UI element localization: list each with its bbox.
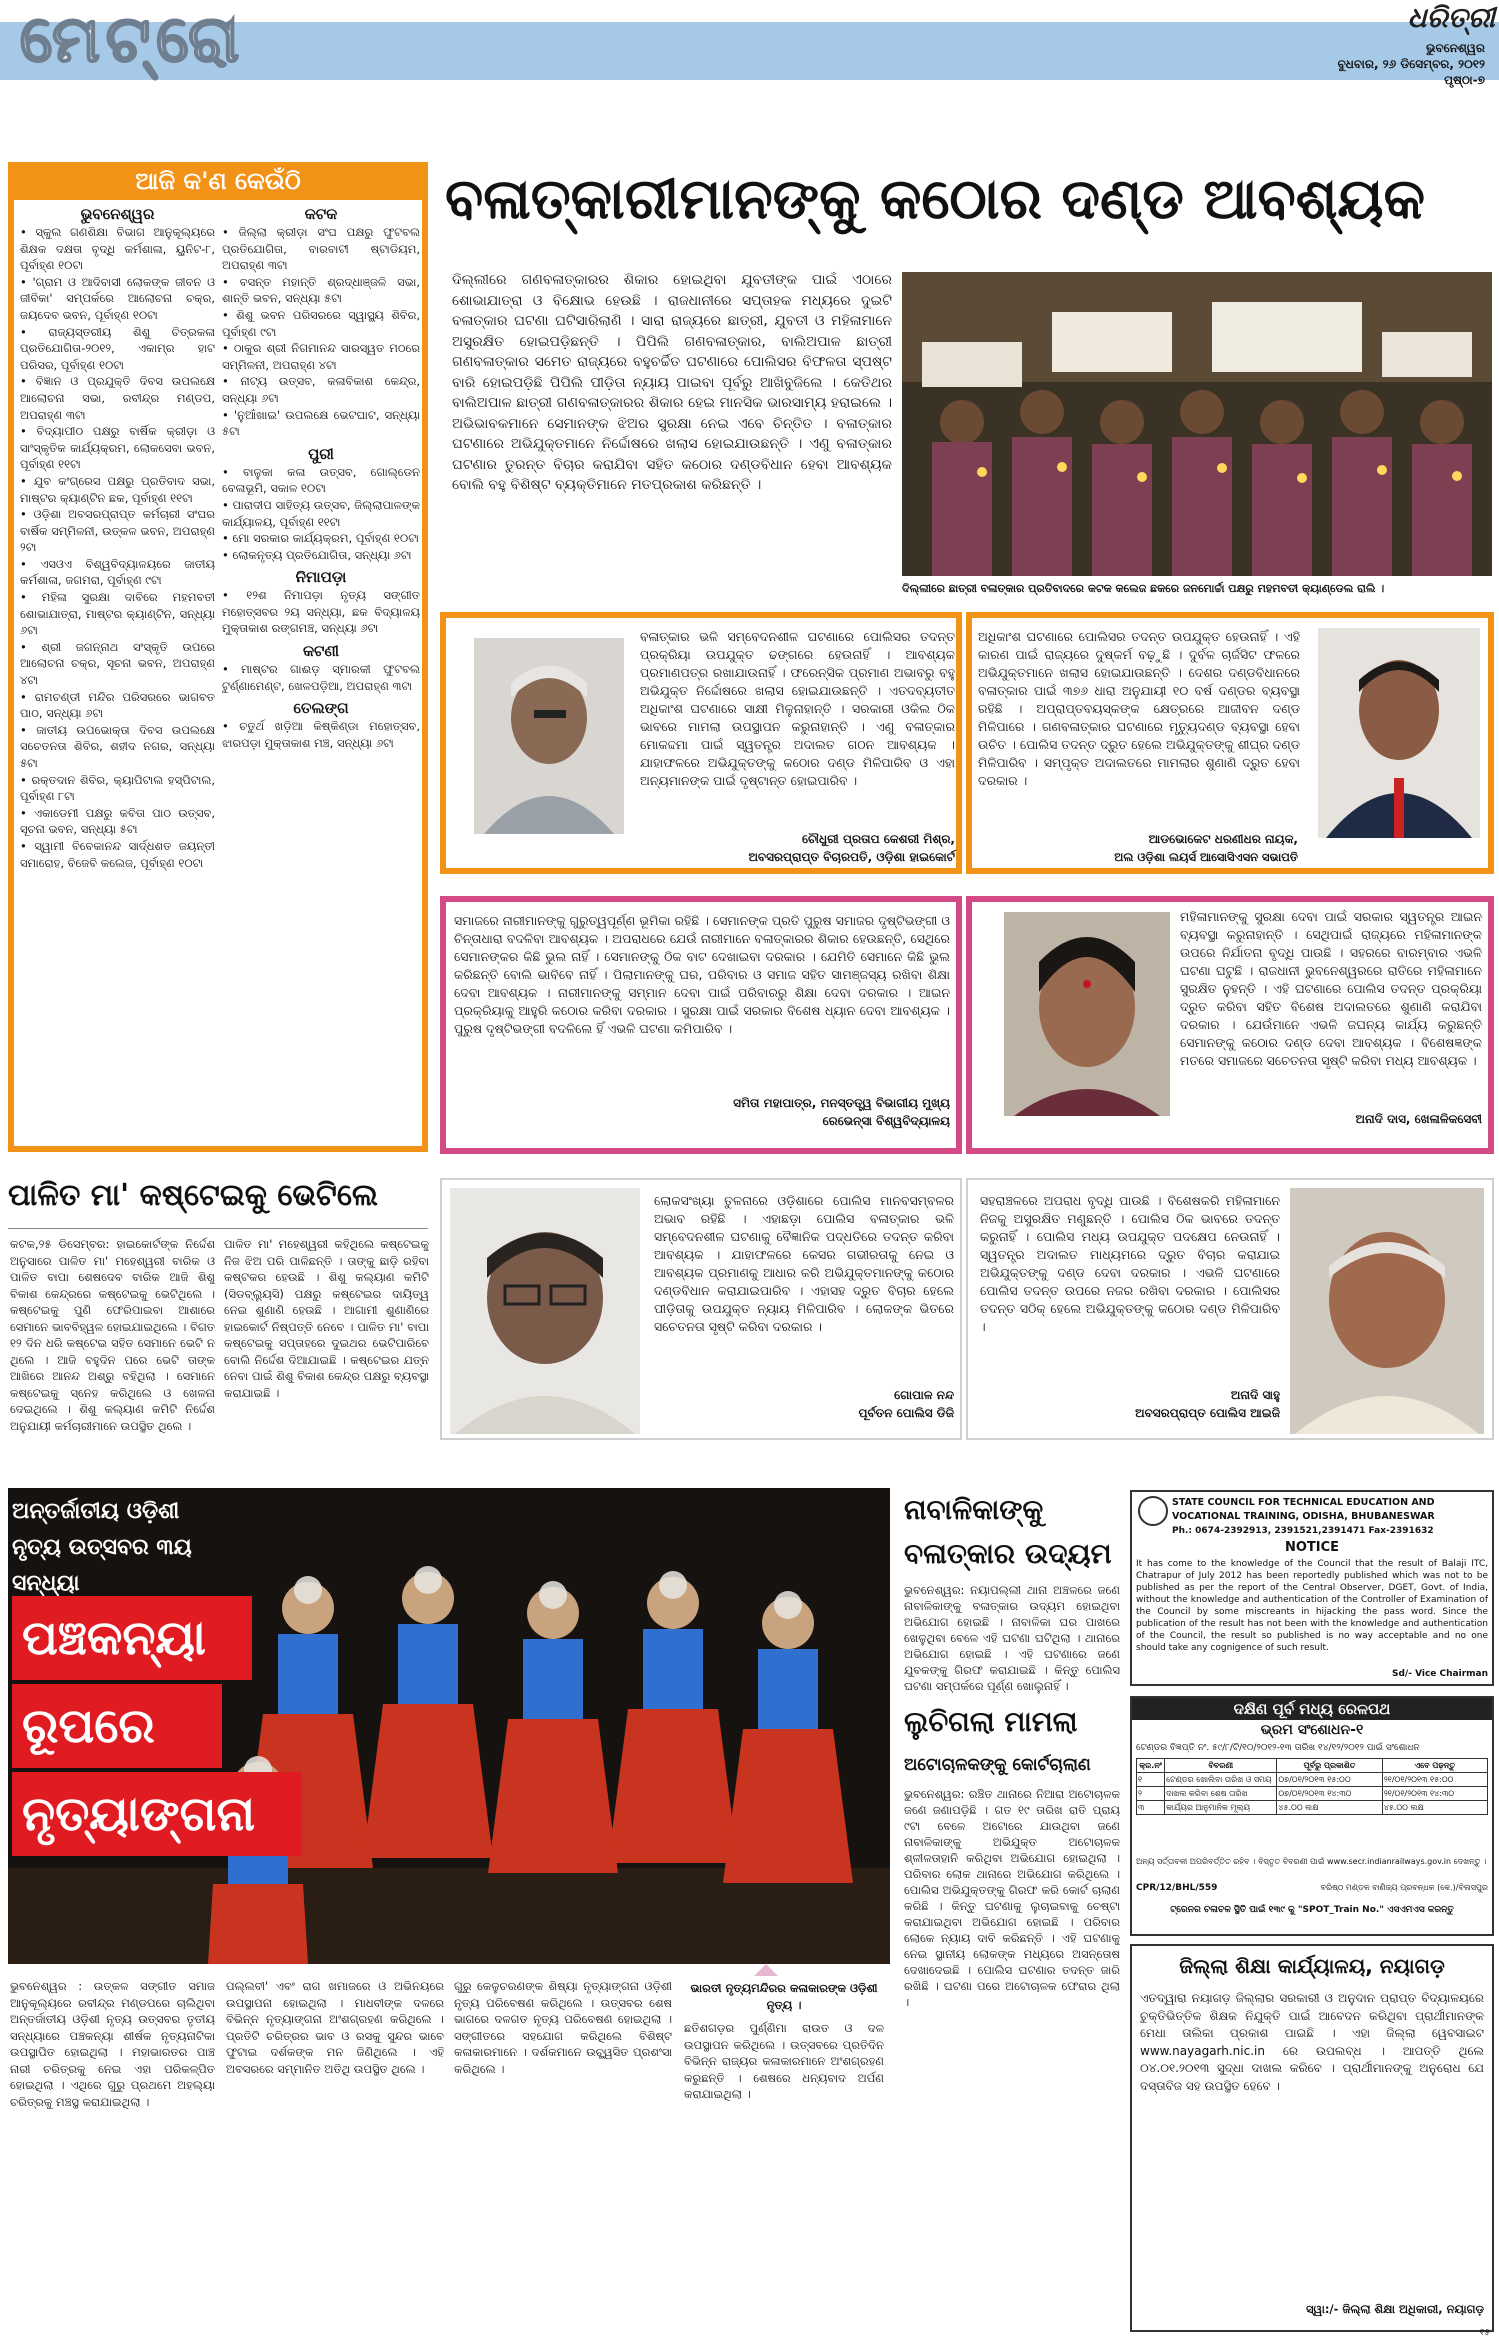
- sctevt-title: NOTICE: [1284, 1540, 1340, 1555]
- railway-sms: ଟ୍ରେନର ଚଳାଚଳ ସ୍ଥିତି ପାଇଁ ୧୩୯ କୁ "SPOT_Train No." ଏସଏମଏସ କରନ୍ତୁ: [1170, 1905, 1454, 1915]
- sctevt-org-1: STATE COUNCIL FOR TECHNICAL EDUCATION AND: [1172, 1497, 1435, 1508]
- event-item: • ନାଟ୍ୟ ଉତ୍ସବ, କଳାବିକାଶ କେନ୍ଦ୍ର, ସନ୍ଧ୍ୟା ୬ଟା: [222, 374, 420, 405]
- table-cell: ଦାଖଲ କରିବା ଶେଷ ତାରିଖ: [1165, 1787, 1277, 1801]
- dance-kicker: ଅନ୍ତର୍ଜାତୀୟ ଓଡ଼ିଶୀ ନୃତ୍ୟ ଉତ୍ସବର ୩ୟ ସନ୍ଧ୍ୟା: [12, 1499, 192, 1596]
- events-puri-list: [222, 464, 420, 564]
- event-item: • ପାରାଦୀପ ସାହିତ୍ୟ ଉତ୍ସବ, ଜିଲ୍ଲାପାଳଙ୍କ କାର୍ଯ୍ୟାଳୟ, ପୂର୍ବାହ୍ଣ ୧୧ଟା: [222, 497, 420, 529]
- masthead-page: ପୃଷ୍ଠା-୭: [1444, 73, 1485, 87]
- opinion-photo-6: [1290, 1188, 1484, 1434]
- opinion-photo-1: [474, 638, 624, 834]
- opinion-name-4: ଅନାଦି ଦାସ, ଖେଳାଳିକସେବୀ: [1355, 1112, 1482, 1126]
- event-item: • ୧୨ଶ ନିମାପଡ଼ା ନୃତ୍ୟ ସଙ୍ଗୀତ ମହୋତ୍ସବର ୨ୟ ସନ୍ଧ୍ୟା, ଛକ ବିଦ୍ୟାଳୟ ମୁକ୍ତାକାଶ ରଙ୍ଗମଞ୍ଚ, ସନ୍ଧ୍ୟା ୬ଟା: [222, 588, 420, 636]
- events-telang-title: ତେଲଙ୍ଗ: [293, 699, 349, 718]
- opinion-desig-3: ରେଭେନ୍ସା ବିଶ୍ୱବିଦ୍ୟାଳୟ: [822, 1114, 950, 1128]
- portrait-image: [1318, 628, 1480, 838]
- minor-body: ଭୁବନେଶ୍ୱର: ନୟାପଲ୍ଲୀ ଥାନା ଅଞ୍ଚଳରେ ଜଣେ ନାବାଳିକାଙ୍କୁ ବଳାତ୍କାର ଉଦ୍ୟମ ହୋଇଥିବା ଅଭିଯୋଗ ହୋଇଛି । ନାବାଳିକା ଘର ପାଖରେ ଖେଳୁଥିବା ବେଳେ ଏହି ଘଟଣା ଘଟିଥିଲା । ଥାନାରେ ଅଭିଯୋଗ ହୋଇଛି । ଏହି ଘଟଣାରେ ଜଣେ ଯୁବକଙ୍କୁ ଗିରଫ କରାଯାଇଛି । କିନ୍ତୁ ପୋଲିସ ଘଟଣା ସମ୍ପର୍କରେ ପୂର୍ଣ୍ଣ ଖୋଲୁନାହିଁ ।: [904, 1583, 1120, 1693]
- event-item: • ବିଜ୍ଞାନ ଓ ପ୍ରଯୁକ୍ତି ଦିବସ ଉପଲକ୍ଷେ ଆଲୋଚନା ସଭା, ରବୀନ୍ଦ୍ର ମଣ୍ଡପ, ଅପରାହ୍ଣ ୩ଟା: [20, 374, 215, 422]
- event-item: • ସ୍ୱାମୀ ବିବେକାନନ୍ଦ ସାର୍ଦ୍ଧଶତ ଜୟନ୍ତୀ ସମାରୋହ, ବିଜେବି କଲେଜ, ପୂର୍ବାହ୍ଣ ୧୦ଟା: [20, 838, 215, 870]
- event-item: • ରାଜ୍ୟସ୍ତରୀୟ ଶିଶୁ ଚିତ୍ରକଳା ପ୍ରତିଯୋଗିତା-୨୦୧୨, ଏକାମ୍ର ହାଟ ପରିସର, ପୂର୍ବାହ୍ଣ ୧୦ଟା: [20, 324, 215, 372]
- table-row: [1137, 1787, 1488, 1801]
- opinion-text-2: ଅଧିକାଂଶ ଘଟଣାରେ ପୋଲିସର ତଦନ୍ତ ଉପଯୁକ୍ତ ହେଉନାହିଁ । ଏହି କାରଣ ପାଇଁ ରାଜ୍ୟରେ ଦୁଷ୍କର୍ମ ବଢ଼ୁଛି । ଦୁର୍ବଳ ଚାର୍ଜସିଟ ଫଳରେ ଅଭିଯୁକ୍ତମାନେ ଖଲାସ ହୋଇଯାଉଛନ୍ତି । ଦେଶର ଦଣ୍ଡବିଧାନରେ ବଳାତ୍କାର ପାଇଁ ୩୭୬ ଧାରା ଅନୁଯାୟୀ ୧୦ ବର୍ଷ ଦଣ୍ଡର ବ୍ୟବସ୍ଥା ରହିଛି । ଅପ୍ରାପ୍ତବୟସ୍କଙ୍କ କ୍ଷେତ୍ରରେ ଆଜୀବନ ଦଣ୍ଡ ମିଳିପାରେ । ଗଣବଳାତ୍କାର ଘଟଣାରେ ମୃତ୍ୟୁଦଣ୍ଡ ବ୍ୟବସ୍ଥା ହେବା ଉଚିତ । ପୋଲିସ ତଦନ୍ତ ଦ୍ରୁତ ହେଲେ ଅଭିଯୁକ୍ତଙ୍କୁ ଶୀଘ୍ର ଦଣ୍ଡ ମିଳିପାରିବ । ସମ୍ପୃକ୍ତ ଅଦାଲତରେ ମାମଲାର ଶୁଣାଣି ଦ୍ରୁତ ହେବା ଦରକାର ।: [978, 629, 1300, 788]
- event-item: • ମାଷ୍ଟର ଗାଈଡ଼ ସ୍ମାରକୀ ଫୁଟବଲ ଟୁର୍ଣ୍ଣାମେଣ୍ଟ, ଖେଳପଡ଼ିଆ, ଅପରାହ୍ଣ ୩ଟା: [222, 662, 420, 693]
- sctevt-phone: Ph.: 0674-2392913, 2391521,2391471 Fax-2391632: [1172, 1526, 1434, 1536]
- opinion-photo-4: [1004, 912, 1170, 1116]
- table-cell: ୨୧/୦୧/୨୦୧୩ ୧୪:୩୦: [1382, 1787, 1487, 1801]
- railway-col-header: କ୍ର.ନଂ: [1137, 1759, 1165, 1773]
- table-cell: ୩: [1137, 1801, 1165, 1815]
- event-item: • ଶ୍ରୀ ଜଗନ୍ନାଥ ସଂସ୍କୃତି ଉପରେ ଆଲୋଚନା ଚକ୍ର, ସୂଚନା ଭବନ, ଅପରାହ୍ଣ ୪ଟା: [20, 639, 215, 688]
- portrait-image: [1290, 1188, 1484, 1434]
- railway-table: [1136, 1758, 1488, 1815]
- events-col-right: [222, 204, 420, 1144]
- event-item: • ଜିଲ୍ଲା କ୍ରୀଡ଼ା ସଂଘ ପକ୍ଷରୁ ଫୁଟବଲ ପ୍ରତିଯୋଗିତା, ବାରବାଟୀ ଷ୍ଟାଡିୟମ, ଅପରାହ୍ଣ ୩ଟା: [222, 225, 420, 273]
- events-cuttack-list: [222, 224, 420, 440]
- masthead-city: ଭୁବନେଶ୍ୱର: [1426, 41, 1485, 55]
- dance-body-4: ଛତିଶଗଡ଼ର ପୁର୍ଣ୍ଣିମା ରାଉତ ଓ ଦଳ ଉପସ୍ଥାପନ କରିଥିଲେ । ଉତ୍ସବରେ ପ୍ରତିଦିନ ବିଭିନ୍ନ ରାଜ୍ୟର କଳାକାରମାନେ ଅଂଶଗ୍ରହଣ କରୁଛନ୍ତି । ଶେଷରେ ଧନ୍ୟବାଦ ଅର୍ପଣ କରାଯାଇଥିଲା ।: [684, 2021, 884, 2101]
- railway-title: ଦକ୍ଷିଣ ପୂର୍ବ ମଧ୍ୟ ରେଳପଥ: [1132, 1698, 1492, 1720]
- event-item: • ଶିଶୁ ଭବନ ପରିସରରେ ସ୍ୱାସ୍ଥ୍ୟ ଶିବିର, ପୂର୍ବାହ୍ଣ ୯ଟା: [222, 307, 420, 339]
- railway-col-header: ଏବେ ପଢ଼ନ୍ତୁ: [1382, 1759, 1487, 1773]
- event-item: • ରକ୍ତଦାନ ଶିବିର, କ୍ୟାପିଟାଲ ହସ୍ପିଟାଲ, ପୂର୍ବାହ୍ଣ ୮ଟା: [20, 772, 215, 804]
- opinion-desig-1: ଅବସରପ୍ରାପ୍ତ ବିଚାରପତି, ଓଡ଼ିଶା ହାଇକୋର୍ଟ: [748, 850, 955, 864]
- dance-title-1: ପଞ୍ଚକନ୍ୟା: [12, 1596, 252, 1680]
- events-katarni-list: [222, 661, 420, 694]
- lead-body: ଦିଲ୍ଲୀରେ ଗଣବଳାତ୍କାରର ଶିକାର ହୋଇଥିବା ଯୁବତୀଙ୍କ ପାଇଁ ଏଠାରେ ଶୋଭାଯାତ୍ରା ଓ ବିକ୍ଷୋଭ ହେଉଛି । ରାଜଧାନୀରେ ସପ୍ତାହକ ମଧ୍ୟରେ ଦୁଇଟି ବଳାତ୍କାର ଘଟଣା ଘଟିସାରିଲାଣି । ସାରା ରାଜ୍ୟରେ ଛାତ୍ରୀ, ଯୁବତୀ ଓ ମହିଳାମାନେ ଅସୁରକ୍ଷିତ ହୋଇପଡ଼ିଛନ୍ତି । ପିପିଲି ଗଣବଳାତ୍କାର, ବାଲିଅପାଳ ଛାତ୍ରୀ ଗଣବଳାତ୍କାର ସମେତ ରାଜ୍ୟରେ ବହୁଚର୍ଚ୍ଚିତ ଘଟଣାରେ ପୋଲିସର ବିଫଳତା ସ୍ପଷ୍ଟ ବାରି ହୋଇପଡ଼ିଛି ପିପିଲି ପୀଡ଼ିତା ନ୍ୟାୟ ପାଇବା ପୂର୍ବରୁ ଆଖିବୁଜିଲେ । କେତିଥର ବାଲିଅପାଳ ଛାତ୍ରୀ ଗଣବଳାତ୍କାରର ଶିକାର ହେଇ ମାନସିକ ଭାରସାମ୍ୟ ହରାଇଲେ । ଅଭିଭାବକମାନେ ସେମାନଙ୍କ ଝିଅର ସୁରକ୍ଷା ନେଇ ଏବେ ଚିନ୍ତିତ । ବଳାତ୍କାର ଘଟଣାରେ ଅଭିଯୁକ୍ତମାନେ ନିର୍ଦ୍ଦୋଷରେ ଖଲାସ ହୋଇଯାଉଛନ୍ତି । ଏଣୁ ବଳାତ୍କାର ଘଟଣାର ତୁରନ୍ତ ବିଚାର କରାଯିବା ସହିତ କଠୋର ଦଣ୍ଡବିଧାନ ହେବା ଆବଶ୍ୟକ ବୋଲି ବହୁ ବିଶିଷ୍ଟ ବ୍ୟକ୍ତିମାନେ ମତପ୍ରକାଶ କରିଛନ୍ତି ।: [452, 272, 892, 493]
- event-item: • ଏସଓଏ ବିଶ୍ୱବିଦ୍ୟାଳୟରେ ଜାତୀୟ କର୍ମଶାଳା, ଜଗମରା, ପୂର୍ବାହ୍ଣ ୯ଟା: [20, 556, 215, 588]
- opinion-name-1: ଚୌଧୁରୀ ପ୍ରତାପ କେଶରୀ ମିଶ୍ର,: [802, 832, 955, 846]
- events-nimapada-title: ନିମାପଡ଼ା: [295, 568, 347, 587]
- opinion-text-5: ଲୋକସଂଖ୍ୟା ତୁଳନାରେ ଓଡ଼ିଶାରେ ପୋଲିସ ମାନବସମ୍ବଳର ଅଭାବ ରହିଛି । ଏହାଛଡ଼ା ପୋଲିସ ବଳାତ୍କାର ଭଳି ସମ୍ବେଦନଶୀଳ ଘଟଣାକୁ ବୈଜ୍ଞାନିକ ପଦ୍ଧତିରେ ତଦନ୍ତ କରିବା ଆବଶ୍ୟକ । ଯାହାଫଳରେ କେସର ଗଭୀରତାକୁ ନେଇ ଓ ଆବଶ୍ୟକ ପ୍ରମାଣକୁ ଆଧାର କରି ଅଭିଯୁକ୍ତମାନଙ୍କୁ କଠୋର ଦଣ୍ଡବିଧାନ କରାଯାଇପାରିବ । ଏହାସହ ଦ୍ରୁତ ବିଚାର ହେଲେ ପୀଡ଼ିତାକୁ ଉପଯୁକ୍ତ ନ୍ୟାୟ ମିଳିପାରିବ । ଲୋକଙ୍କ ଭିତରେ ସଚେତନତା ସୃଷ୍ଟି କରିବା ଦରକାର ।: [654, 1193, 954, 1334]
- event-item: • ମୋ ସରକାର କାର୍ଯ୍ୟକ୍ରମ, ପୂର୍ବାହ୍ଣ ୧୦ଟା: [222, 531, 419, 546]
- dance-photo-caption: ଭାରତୀ ନୃତ୍ୟମନ୍ଦିରର କଳାକାରଙ୍କ ଓଡ଼ିଶୀ ନୃତ୍ୟ ।: [690, 1981, 878, 2012]
- event-item: • ଓଡ଼ିଶା ଅବସରପ୍ରାପ୍ତ କର୍ମଚାରୀ ସଂଘର ବାର୍ଷିକ ସମ୍ମିଳନୀ, ଉତ୍କଳ ଭବନ, ଅପରାହ୍ଣ ୨ଟା: [20, 507, 215, 555]
- candle-vigil-image: [902, 272, 1492, 576]
- mother-divider: [8, 1228, 428, 1229]
- events-katarni-title: କଟଣୀ: [302, 642, 340, 661]
- table-cell: ୪୫.୦୦ ଲକ୍ଷ: [1277, 1801, 1382, 1815]
- table-cell: ୪୫.୦୦ ଲକ୍ଷ: [1382, 1801, 1487, 1815]
- table-row: [1137, 1801, 1488, 1815]
- event-item: • ସ୍କୁଲ ଗଣଶିକ୍ଷା ବିଭାଗ ଆନୁକୂଲ୍ୟରେ ଶିକ୍ଷକ ଦକ୍ଷତା ବୃଦ୍ଧି କର୍ମଶାଳା, ୟୁନିଟ-୮, ପୂର୍ବାହ୍ଣ ୧୦ଟା: [20, 225, 215, 273]
- opinion-desig-5: ପୂର୍ବତନ ପୋଲିସ ଡିଜି: [858, 1406, 954, 1420]
- railway-subtitle: ଭ୍ରମ ସଂଶୋଧନ-୧: [1260, 1722, 1364, 1738]
- events-col-left: [20, 204, 215, 1144]
- opinion-text-3: ସମାଜରେ ନାରୀମାନଙ୍କୁ ଗୁରୁତ୍ୱପୂର୍ଣ୍ଣ ଭୂମିକା ରହିଛି । ସେମାନଙ୍କ ପ୍ରତି ପୁରୁଷ ସମାଜର ଦୃଷ୍ଟିଭଙ୍ଗୀ ଓ ଚିନ୍ତାଧାରା ବଦଳିବା ଆବଶ୍ୟକ । ଅପରାଧରେ ଯେଉଁ ନାରୀମାନେ ବଳାତ୍କାରର ଶିକାର ହେଉଛନ୍ତି, ସେଥିରେ ସେମାନଙ୍କର କିଛି ଭୁଲ ନାହିଁ । ସେମାନଙ୍କୁ ଠିକ ବାଟ ଦେଖାଇବା ଦରକାର । ଯେମିତି ସେମାନେ କିଛି ଭୁଲ କରିଛନ୍ତି ବୋଲି ଭାବିବେ ନାହିଁ । ପିଲାମାନଙ୍କୁ ଘର, ପରିବାର ଓ ସମାଜ ସହିତ ସାମଞ୍ଜସ୍ୟ ରଖିବା ଶିକ୍ଷା ଦେବା ଆବଶ୍ୟକ । ନାରୀମାନଙ୍କୁ ସମ୍ମାନ ଦେବା ପାଇଁ ପରିବାରରୁ ଶିକ୍ଷା ଦେବା ଦରକାର । ଆଇନ ପ୍ରକ୍ରିୟାକୁ ଆହୁରି କଠୋର କରିବା ଦରକାର । ସୁରକ୍ଷା ପାଇଁ ସରକାର ବିଶେଷ ଧ୍ୟାନ ଦେବା ଆବଶ୍ୟକ । ପୁରୁଷ ଦୃଷ୍ଟିଭଙ୍ଗୀ ବଦଳିଲେ ହିଁ ଏଭଳି ଘଟଣା କମିପାରିବ ।: [454, 913, 950, 1036]
- opinion-desig-2: ଅଲ ଓଡ଼ିଶା ଲୟର୍ସ ଆସୋସିଏସନ ସଭାପତି: [1114, 850, 1298, 864]
- events-nimapada-list: [222, 587, 420, 637]
- mother-headline: ପାଳିତ ମା' କଷ୍ଟେଇକୁ ଭେଟିଲେ: [8, 1178, 378, 1213]
- railway-intro: ଟେଣ୍ଡର ବିଜ୍ଞପ୍ତି ନଂ. ୫୯/୮/ଟି/୧୦/୨୦୧୨-୧୩ ତାରିଖ ୧୪/୧୨/୨୦୧୨ ପାଇଁ ସଂଶୋଧନ: [1136, 1743, 1420, 1753]
- events-puri-title: ପୁରୀ: [308, 444, 334, 463]
- education-sign: ସ୍ୱା:/- ଜିଲ୍ଲା ଶିକ୍ଷା ଅଧିକାରୀ, ନୟାଗଡ଼: [1306, 2302, 1484, 2316]
- event-item: • ମହିଳା ସୁରକ୍ଷା ଦାବିରେ ମହମବତୀ ଶୋଭାଯାତ୍ରା, ମାଷ୍ଟର କ୍ୟାଣ୍ଟିନ, ସନ୍ଧ୍ୟା ୬ଟା: [20, 590, 215, 638]
- events-telang-list: [222, 718, 420, 751]
- railway-table-header: [1137, 1759, 1488, 1773]
- portrait-image: [450, 1188, 640, 1434]
- event-item: • 'ନୁଆଁଖାଇ' ଉପଲକ୍ଷେ ଭେଟଘାଟ, ସନ୍ଧ୍ୟା ୫ଟା: [222, 407, 420, 439]
- lead-photo: [902, 272, 1492, 576]
- event-item: • ବିଦ୍ୟାପୀଠ ପକ୍ଷରୁ ବାର୍ଷିକ କ୍ରୀଡ଼ା ଓ ସାଂସ୍କୃତିକ କାର୍ଯ୍ୟକ୍ରମ, ଲୋକସେବା ଭବନ, ପୂର୍ବାହ୍ଣ ୧୧ଟା: [20, 424, 215, 472]
- opinion-name-3: ସମିତା ମହାପାତ୍ର, ମନସ୍ତତ୍ତ୍ୱ ବିଭାଗୀୟ ମୁଖ୍ୟ: [733, 1096, 950, 1110]
- sctevt-sign: Sd/- Vice Chairman: [1391, 1669, 1488, 1679]
- section-title: ମେଟ୍ରୋ: [20, 3, 246, 77]
- opinion-text-6: ସହରାଞ୍ଚଳରେ ଅପରାଧ ବୃଦ୍ଧି ପାଉଛି । ବିଶେଷକରି ମହିଳାମାନେ ନିଜକୁ ଅସୁରକ୍ଷିତ ମଣୁଛନ୍ତି । ପୋଲିସ ଠିକ ଭାବରେ ତଦନ୍ତ କରୁନାହିଁ । ପୋଲିସ ମଧ୍ୟ ଉପଯୁକ୍ତ ପଦକ୍ଷେପ ନେଉନାହିଁ । ସ୍ୱତନ୍ତ୍ର ଅଦାଲତ ମାଧ୍ୟମରେ ଦ୍ରୁତ ବିଚାର କରାଯାଇ ଅଭିଯୁକ୍ତଙ୍କୁ ଦଣ୍ଡ ଦେବା ଦରକାର । ଏଭଳି ଘଟଣାରେ ପୋଲିସ ତଦନ୍ତ ଉପରେ ନଜର ରଖିବା ଦରକାର । ପୋଲିସର ତଦନ୍ତ ସଠିକ୍ ହେଲେ ଅଭିଯୁକ୍ତଙ୍କୁ କଠୋର ଦଣ୍ଡ ମିଳିପାରିବ ।: [980, 1193, 1280, 1334]
- dance-title-2: ରୂପରେ: [12, 1684, 222, 1768]
- railway-col-header: ବିବରଣୀ: [1165, 1759, 1277, 1773]
- dance-body-1: ଭୁବନେଶ୍ୱର : ଉତ୍କଳ ସଙ୍ଗୀତ ସମାଜ ଆନୁକୂଲ୍ୟରେ ରବୀନ୍ଦ୍ର ମଣ୍ଡପରେ ଚାଲିଥିବା ଅନ୍ତର୍ଜାତୀୟ ଓଡ଼ିଶୀ ନୃତ୍ୟ ଉତ୍ସବର ତୃତୀୟ ସନ୍ଧ୍ୟାରେ ପଞ୍ଚକନ୍ୟା ଶୀର୍ଷକ ନୃତ୍ୟନାଟିକା ଉପସ୍ଥାପିତ ହୋଇଥିଲା । ମହାଭାରତର ପାଞ୍ଚ ନାରୀ ଚରିତ୍ରକୁ ନେଇ ଏହା ପରିକଳ୍ପିତ ହୋଇଥିଲା । ଏଥିରେ ଗୁରୁ ପ୍ରଥମେ ଅହଲ୍ୟା ଚରିତ୍ରକୁ ମଞ୍ଚସ୍ଥ କରାଯାଇଥିଲା ।: [10, 1979, 215, 2109]
- lutigala-headline: ଲୁଚିଗଲା ମାମଲା: [904, 1705, 1078, 1738]
- lead-headline: ବଳାତ୍କାରୀମାନଙ୍କୁ କଠୋର ଦଣ୍ଡ ଆବଶ୍ୟକ: [445, 167, 1425, 232]
- lead-photo-caption: ଦିଲ୍ଲୀରେ ଛାତ୍ରୀ ବଳାତ୍କାର ପ୍ରତିବାଦରେ କଟକ କଲେଜ ଛକରେ ଜନମୋର୍ଚ୍ଚା ପକ୍ଷରୁ ମହମବତୀ କ୍ୟାଣ୍ଡେଲ ରାଲି ।: [902, 582, 1385, 595]
- portrait-image: [474, 638, 624, 834]
- events-bbsr-list: [20, 224, 215, 871]
- event-item: • ଯୁବ କଂଗ୍ରେସ ପକ୍ଷରୁ ପ୍ରତିବାଦ ସଭା, ମାଷ୍ଟର କ୍ୟାଣ୍ଟିନ ଛକ, ପୂର୍ବାହ୍ଣ ୧୧ଟା: [20, 473, 215, 505]
- masthead: [0, 0, 1499, 87]
- event-item: • ଏକାଡେମୀ ପକ୍ଷରୁ କବିତା ପାଠ ଉତ୍ସବ, ସୂଚନା ଭବନ, ସନ୍ଧ୍ୟା ୫ଟା: [20, 805, 215, 837]
- opinion-photo-2: [1318, 628, 1480, 838]
- sctevt-emblem-icon: [1138, 1496, 1168, 1526]
- event-item: • ଲୋକନୃତ୍ୟ ପ୍ରତିଯୋଗିତା, ସନ୍ଧ୍ୟା ୬ଟା: [222, 547, 412, 562]
- mother-body-right: ପାଳିତ ମା' ମହେଶ୍ୱରୀ କହିଥିଲେ କଷ୍ଟେଇକୁ ନିଜ ଝିଅ ପରି ପାଳିଛନ୍ତି । ତାଙ୍କୁ ଛାଡ଼ି ରହିବା କଷ୍ଟକର ହେଉଛି । ଶିଶୁ କଲ୍ୟାଣ କମିଟି (ସିଡବ୍ଲ୍ୟୁସି) ପକ୍ଷରୁ କଷ୍ଟେଇର ଦାୟିତ୍ୱ ନେଇ ଶୁଣାଣି ହେଉଛି । ଆଗାମୀ ଶୁଣାଣିରେ ହାଇକୋର୍ଟ ନିଷ୍ପତ୍ତି ନେବେ । ପାଳିତ ମା' ବାପା କଷ୍ଟେଇକୁ ସପ୍ତାହରେ ଦୁଇଥର ଭେଟିପାରିବେ ବୋଲି ନିର୍ଦ୍ଦେଶ ଦିଆଯାଇଛି । କଷ୍ଟେଇର ଯତ୍ନ ନେବା ପାଇଁ ଶିଶୁ ବିକାଶ କେନ୍ଦ୍ର ପକ୍ଷରୁ ବ୍ୟବସ୍ଥା କରାଯାଇଛି ।: [224, 1237, 429, 1400]
- table-cell: ୦୭/୦୧/୨୦୧୩ ୧୪:୩୦: [1277, 1787, 1382, 1801]
- mother-body-left: କଟକ,୨୫ ଡିସେମ୍ବର: ହାଇକୋର୍ଟଙ୍କ ନିର୍ଦ୍ଦେଶ ଅନୁସାରେ ପାଳିତ ମା' ମହେଶ୍ୱରୀ ବାରିକ ଓ ପାଳିତ ବାପା ଶେଷଦେବ ବାରିକ ଆଜି ଶିଶୁ ବିକାଶ କେନ୍ଦ୍ରରେ କଷ୍ଟେଇକୁ ଭେଟିଥିଲେ । କଷ୍ଟେଇକୁ ପୁଣି ଫେରିପାଇବା ଆଶାରେ ସେମାନେ ଭାବବିହ୍ୱଳ ହୋଇଯାଇଥିଲେ । ବିଗତ ୧୨ ଦିନ ଧରି କଷ୍ଟେଇ ସହିତ ସେମାନେ ଭେଟି ନ ଥିଲେ । ଆଜି ବହୁଦିନ ପରେ ଭେଟି ତାଙ୍କ ଆଖିରେ ଆନନ୍ଦ ଅଶ୍ରୁ ବହିଥିଲା । ସେମାନେ କଷ୍ଟେଇକୁ ସ୍ନେହ କରିଥିଲେ ଓ ଖେଳନା ଦେଇଥିଲେ । ଶିଶୁ କଲ୍ୟାଣ କମିଟି ନିର୍ଦ୍ଦେଶ ଅନୁଯାୟୀ କର୍ମଚାରୀମାନେ ଉପସ୍ଥିତ ଥିଲେ ।: [10, 1237, 215, 1433]
- masthead-date: ବୁଧବାର, ୨୬ ଡିସେମ୍ବର, ୨୦୧୨: [1337, 57, 1485, 71]
- event-item: • ବସନ୍ତ ମହାନ୍ତି ଶ୍ରଦ୍ଧାଞ୍ଜଳି ସଭା, ଶାନ୍ତି ଭବନ, ସନ୍ଧ୍ୟା ୫ଟା: [222, 274, 420, 306]
- railway-footer: ଅନ୍ୟ ସର୍ତ୍ତାବଳୀ ଅପରିବର୍ତ୍ତିତ ରହିବ । ବିସ୍ତୃତ ବିବରଣୀ ପାଇଁ www.secr.indianrailways.gov.in ଦେଖନ୍ତୁ ।: [1136, 1857, 1487, 1866]
- opinion-photo-5: [450, 1188, 640, 1434]
- event-item: • ରାମଚଣ୍ଡୀ ମନ୍ଦିର ପରିସରରେ ଭାଗବତ ପାଠ, ସନ୍ଧ୍ୟା ୬ଟା: [20, 689, 215, 721]
- event-item: • ଠାକୁର ଶ୍ରୀ ନିଗମାନନ୍ଦ ସାରସ୍ୱତ ମଠରେ ସମ୍ମିଳନୀ, ଅପରାହ୍ଣ ୪ଟା: [222, 341, 420, 372]
- event-item: • ଜାତୀୟ ଉପଭୋକ୍ତା ଦିବସ ଉପଲକ୍ଷେ ସଚେତନତା ଶିବିର, ଶହୀଦ ନଗର, ସନ୍ଧ୍ୟା ୫ଟା: [20, 722, 215, 770]
- paper-logo: ଧରିତ୍ରୀ: [1407, 1, 1495, 34]
- table-cell: ଟେଣ୍ଡର ଖୋଲିବା ତାରିଖ ଓ ସମୟ: [1165, 1773, 1277, 1787]
- opinion-name-6: ଅନାଦି ସାହୁ: [1230, 1388, 1280, 1402]
- opinion-desig-6: ଅବସରପ୍ରାପ୍ତ ପୋଲିସ ଆଇଜି: [1135, 1406, 1280, 1420]
- footer-folio: ୧୫: [1479, 2328, 1490, 2338]
- table-cell: ୨: [1137, 1787, 1165, 1801]
- lutigala-subhead: ଅଟୋଚାଳକଙ୍କୁ କୋର୍ଟଚାଲାଣ: [904, 1755, 1091, 1775]
- minor-headline-1: ନାବାଳିକାଙ୍କୁ: [904, 1493, 1044, 1526]
- table-cell: ୦୭/୦୧/୨୦୧୩ ୧୫:୦୦: [1277, 1773, 1382, 1787]
- sctevt-org-2: VOCATIONAL TRAINING, ODISHA, BHUBANESWAR: [1172, 1511, 1435, 1522]
- sctevt-body: It has come to the knowledge of the Council that the result of Balaji ITC, Chatrapur of July 2012 has been reportedly published which was not to be published as per the report of the Central Observer, DGET, Govt. of India, without the knowledge and authentication of the Controller of Examination of the Council by some miscreants in hijacking the pass word. Since the publication of the result has not been with the knowledge and authentication of the Council, the result so published is no way acceptable and no one should take any cognigence of such result.: [1136, 1559, 1488, 1653]
- table-cell: ୨୧/୦୧/୨୦୧୩ ୧୫:୦୦: [1382, 1773, 1487, 1787]
- events-bbsr-title: ଭୁବନେଶ୍ୱର: [80, 205, 155, 223]
- railway-sign: ବରିଷ୍ଠ ମଣ୍ଡଳ ବାଣିଜ୍ୟ ପ୍ରବନ୍ଧକ (କେ.)/ବିଳାସପୁର: [1320, 1883, 1488, 1892]
- lutigala-body: ଭୁବନେଶ୍ୱର: ରଞ୍ଚିତ ଥାନାରେ ନିଆରା ଅଟୋଚାଳକ ଜଣେ ଜଣାପଡ଼ିଛି । ଗତ ୧୯ ତାରିଖ ରାତି ପ୍ରାୟ ୯ଟା ବେଳେ ଅଟୋରେ ଯାଉଥିବା ଜଣେ ନାବାଳିକାଙ୍କୁ ଅଭିଯୁକ୍ତ ଅଟୋଚାଳକ ଶ୍ଳୀଳତାହାନି କରିଥିବା ଅଭିଯୋଗ ହୋଇଥିଲା । ପରିବାର ଲୋକ ଥାନାରେ ଅଭିଯୋଗ କରିଥିଲେ । ପୋଲିସ ଅଭିଯୁକ୍ତଙ୍କୁ ଗିରଫ କରି କୋର୍ଟ ଚାଲାଣ କରିଛି । କିନ୍ତୁ ଘଟଣାକୁ ଲୁଚାଇବାକୁ ଚେଷ୍ଟା କରାଯାଇଥିବା ଅଭିଯୋଗ ହୋଇଛି । ପରିବାର ଲୋକେ ନ୍ୟାୟ ଦାବି କରିଛନ୍ତି । ଏହି ଘଟଣାକୁ ନେଇ ସ୍ଥାନୀୟ ଲୋକଙ୍କ ମଧ୍ୟରେ ଅସନ୍ତୋଷ ଦେଖାଦେଇଛି । ପୋଲିସ ଘଟଣାର ତଦନ୍ତ ଜାରି ରଖିଛି । ଘଟଣା ପରେ ଅଟୋଚାଳକ ଫେରାର ଥିଲା ।: [904, 1787, 1120, 2009]
- event-item: • ଚତୁର୍ଥ ଖଡ଼ିଆ କିଷ୍କିଣ୍ଡା ମହୋତ୍ସବ, ଝାରପଡ଼ା ମୁକ୍ତାକାଶ ମଞ୍ଚ, ସନ୍ଧ୍ୟା ୬ଟା: [222, 719, 420, 750]
- events-header: ଆଜି କ'ଣ କେଉଁଠି: [8, 162, 428, 200]
- dance-title-3: ନୃତ୍ୟାଙ୍ଗନା: [12, 1772, 302, 1856]
- footer-bar: [0, 2334, 1499, 2341]
- railway-col-header: ପୂର୍ବରୁ ପ୍ରକାଶିତ: [1277, 1759, 1382, 1773]
- opinion-name-5: ଗୋପାଳ ନନ୍ଦ: [894, 1388, 954, 1402]
- opinion-name-2: ଆଡଭୋକେଟ ଧରଣୀଧର ନାୟକ,: [1148, 832, 1298, 846]
- portrait-image: [1004, 912, 1170, 1116]
- table-cell: ୧: [1137, 1773, 1165, 1787]
- opinion-text-4: ମହିଳାମାନଙ୍କୁ ସୁରକ୍ଷା ଦେବା ପାଇଁ ସରକାର ସ୍ୱତନ୍ତ୍ର ଆଇନ ବ୍ୟବସ୍ଥା କରୁନାହାନ୍ତି । ସେଥିପାଇଁ ରାଜ୍ୟରେ ମହିଳାମାନଙ୍କ ଉପରେ ନିର୍ଯାତନା ବୃଦ୍ଧି ପାଉଛି । ସହରରେ ବାରମ୍ବାର ଏଭଳି ଘଟଣା ଘଟୁଛି । ରାଜଧାନୀ ଭୁବନେଶ୍ୱରରେ ରାତିରେ ମହିଳାମାନେ ସୁରକ୍ଷିତ ନୁହନ୍ତି । ଏହି ଘଟଣାରେ ପୋଲିସ ତଦନ୍ତ ପ୍ରକ୍ରିୟା ଦ୍ରୁତ କରିବା ସହିତ ବିଶେଷ ଅଦାଲତରେ ଶୁଣାଣି କରାଯିବା ଦରକାର । ଯେଉଁମାନେ ଏଭଳି ଜଘନ୍ୟ କାର୍ଯ୍ୟ କରୁଛନ୍ତି ସେମାନଙ୍କୁ କଠୋର ଦଣ୍ଡ ଦେବା ଆବଶ୍ୟକ । ବିଶେଷଜ୍ଞଙ୍କ ମତରେ ସମାଜରେ ସଚେତନତା ସୃଷ୍ଟି କରିବା ମଧ୍ୟ ଆବଶ୍ୟକ ।: [1180, 909, 1482, 1068]
- table-cell: କାର୍ଯ୍ୟର ଆନୁମାନିକ ମୂଲ୍ୟ: [1165, 1801, 1277, 1815]
- opinion-text-1: ବଳାତ୍କାର ଭଳି ସମ୍ବେଦନଶୀଳ ଘଟଣାରେ ପୋଲିସର ତଦନ୍ତ ପ୍ରକ୍ରିୟା ଉପଯୁକ୍ତ ଢଙ୍ଗରେ ହେଉନାହିଁ । ଆବଶ୍ୟକ ପ୍ରମାଣପତ୍ର ରଖାଯାଉନାହିଁ । ଫରେନ୍ସିକ ପ୍ରମାଣ ଅଭାବରୁ ବହୁ ଅଭିଯୁକ୍ତ ନିର୍ଦ୍ଦୋଷରେ ଖଲାସ ହୋଇଯାଉଛନ୍ତି । ଏତଦବ୍ୟତୀତ ଅଧିକାଂଶ ଘଟଣାରେ ସାକ୍ଷୀ ମିଳୁନାହାନ୍ତି । ସରକାରୀ ଓକିଲ ଠିକ ଭାବରେ ମାମଲା ଉପସ୍ଥାପନ କରୁନାହାନ୍ତି । ଏଣୁ ବଳାତ୍କାର ମୋକଦ୍ଦମା ପାଇଁ ସ୍ୱତନ୍ତ୍ର ଅଦାଲତ ଗଠନ ଆବଶ୍ୟକ । ଯାହାଫଳରେ ଅଭିଯୁକ୍ତଙ୍କୁ କଠୋର ଦଣ୍ଡ ମିଳିପାରିବ ଓ ଏହା ଅନ୍ୟମାନଙ୍କ ପାଇଁ ଦୃଷ୍ଟାନ୍ତ ହୋଇପାରିବ ।: [640, 629, 955, 788]
- dance-body-3: ଗୁରୁ କେଳୁଚରଣଙ୍କ ଶିଷ୍ୟା ନୃତ୍ୟାଙ୍ଗନା ଓଡ଼ିଶୀ ନୃତ୍ୟ ପରିବେଷଣ କରିଥିଲେ । ଉତ୍ସବର ଶେଷ ଭାଗରେ ଦଳଗତ ନୃତ୍ୟ ପରିବେଷଣ ହୋଇଥିଲା । ସଙ୍ଗୀତରେ ସହଯୋଗ କରିଥିଲେ ବିଶିଷ୍ଟ କଳାକାରମାନେ । ଦର୍ଶକମାନେ ଉଚ୍ଛ୍ୱସିତ ପ୍ରଶଂସା କରିଥିଲେ ।: [454, 1979, 672, 2076]
- dance-body-2: ପଲ୍ଲବୀ' ଏବଂ ରାଗ ଖମାଜରେ ଓ ଅଭିନୟରେ ଉପସ୍ଥାପନା ହୋଇଥିଲା । ମାଧବୀଙ୍କ ଦଳରେ ବିଭିନ୍ନ ନୃତ୍ୟାଙ୍ଗନା ଅଂଶଗ୍ରହଣ କରିଥିଲେ । ପ୍ରତିଟି ଚରିତ୍ରର ଭାବ ଓ ରସକୁ ସୁନ୍ଦର ଭାବେ ଫୁଟାଇ ଦର୍ଶକଙ୍କ ମନ ଜିଣିଥିଲେ । ଏହି ଅବସରରେ ସମ୍ମାନିତ ଅତିଥି ଉପସ୍ଥିତ ଥିଲେ ।: [226, 1979, 444, 2076]
- minor-headline-2: ବଳାତ୍କାର ଉଦ୍ୟମ: [904, 1537, 1112, 1570]
- table-row: [1137, 1773, 1488, 1787]
- dance-caption-marker: [754, 1964, 778, 1976]
- railway-code: CPR/12/BHL/559: [1136, 1883, 1218, 1893]
- event-item: • ବାଳୁକା କଳା ଉତ୍ସବ, ଗୋଲ୍ଡେନ ବେଳାଭୂମି, ସକାଳ ୧୦ଟା: [222, 464, 420, 496]
- education-body: ଏତଦ୍ୱାରା ନୟାଗଡ଼ ଜିଲ୍ଲାର ସରକାରୀ ଓ ଅନୁଦାନ ପ୍ରାପ୍ତ ବିଦ୍ୟାଳୟରେ ଚୁକ୍ତିଭିତ୍ତିକ ଶିକ୍ଷକ ନିଯୁକ୍ତି ପାଇଁ ଆବେଦନ କରିଥିବା ପ୍ରାର୍ଥୀମାନଙ୍କ ମେଧା ତାଲିକା ପ୍ରକାଶ ପାଇଛି । ଏହା ଜିଲ୍ଲା ୱେବସାଇଟ www.nayagarh.nic.in ରେ ଉପଲବ୍ଧ । ଆପତ୍ତି ଥିଲେ ୦୪.୦୧.୨୦୧୩ ସୁଦ୍ଧା ଦାଖଲ କରିବେ । ପ୍ରାର୍ଥୀମାନଙ୍କୁ ଅନୁରୋଧ ଯେ ଦସ୍ତାବିଜ ସହ ଉପସ୍ଥିତ ହେବେ ।: [1140, 1991, 1484, 2093]
- education-title: ଜିଲ୍ଲା ଶିକ୍ଷା କାର୍ଯ୍ୟାଳୟ, ନୟାଗଡ଼: [1179, 1954, 1445, 1978]
- event-item: • 'ଗ୍ରାମ ଓ ଆଦିବାସୀ ଲୋକଙ୍କ ଜୀବନ ଓ ଜୀବିକା' ସମ୍ପର୍କରେ ଆଲୋଚନା ଚକ୍ର, ଜୟଦେବ ଭବନ, ପୂର୍ବାହ୍ଣ ୧୦ଟା: [20, 274, 215, 322]
- events-cuttack-title: କଟକ: [304, 205, 338, 223]
